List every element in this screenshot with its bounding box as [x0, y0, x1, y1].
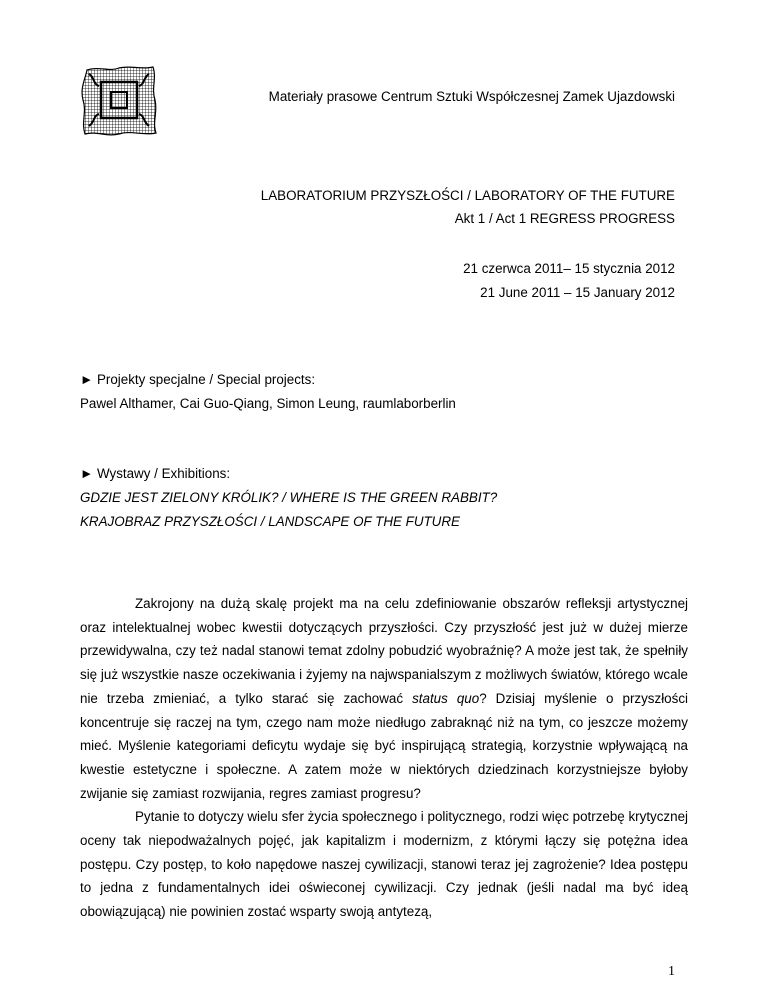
paragraph-1: [80, 592, 688, 805]
paragraph-1-text-b: ? Dzisiaj myślenie o przyszłości koncentruje się raczej na tym, czego nam może niedługo zabraknąć niż na tym, co jeszcze możemy mieć. Myślenie kategoriami deficytu wydaje się być inspirującą strategią, korzystnie wpływającą na kwestie estetyczne i społeczne. A zatem może w niektórych dziedzinach korzystniejsze byłoby zwijanie się zamiast rozwijania, regres zamiast progresu?: [80, 690, 688, 801]
page-title: LABORATORIUM PRZYSZŁOŚCI / LABORATORY OF THE FUTURE: [260, 188, 675, 203]
institution-line: Materiały prasowe Centrum Sztuki Współczesnej Zamek Ujazdowski: [268, 89, 675, 104]
exhibition-item: GDZIE JEST ZIELONY KRÓLIK? / WHERE IS THE GREEN RABBIT?: [80, 490, 498, 505]
body-text: [80, 592, 688, 924]
exhibitions-heading: ► Wystawy / Exhibitions:: [80, 466, 231, 481]
paragraph-1-emphasis: status quo: [412, 690, 480, 706]
paragraph-2: Pytanie to dotyczy wielu sfer życia społecznego i politycznego, rodzi więc potrzebę krytycznej oceny tak niepodważalnych pojęć, jak kapitalizm i modernizm, z którymi łączy się potężna idea postępu. Czy postęp, to koło napędowe naszej cywilizacji, stanowi teraz jej zagrożenie? Idea postępu to jedna z fundamentalnych idei oświeconej cywilizacji. Czy jednak (jeśli nadal ma być ideą obowiązującą) nie powinien zostać wsparty swoją antytezą,: [80, 809, 688, 920]
exhibition-item: KRAJOBRAZ PRZYSZŁOŚCI / LANDSCAPE OF THE FUTURE: [80, 514, 460, 529]
page-number: 1: [668, 964, 675, 979]
csw-logo: [79, 64, 159, 136]
special-projects-artists: Pawel Althamer, Cai Guo-Qiang, Simon Leung, raumlaborberlin: [80, 396, 456, 411]
dates-english: 21 June 2011 – 15 January 2012: [480, 285, 675, 300]
act-subtitle: Akt 1 / Act 1 REGRESS PROGRESS: [454, 211, 675, 226]
dates-polish: 21 czerwca 2011– 15 stycznia 2012: [463, 261, 675, 276]
paragraph-1-text-a: Zakrojony na dużą skalę projekt ma na celu zdefiniowanie obszarów refleksji artystycznej oraz intelektualnej wobec kwestii dotyczących przyszłości. Czy przyszłość jest już w dużej mierze przewidywalna, czy też nadal stanowi temat zdolny pobudzić wyobraźnię? A może jest tak, że spełniły się już wszystkie nasze oczekiwania i żyjemy na najwspanialszym z możliwych światów, którego wcale nie trzeba zmieniać, a tylko starać się zachować: [80, 596, 688, 706]
special-projects-heading: ► Projekty specjalne / Special projects:: [80, 372, 316, 387]
